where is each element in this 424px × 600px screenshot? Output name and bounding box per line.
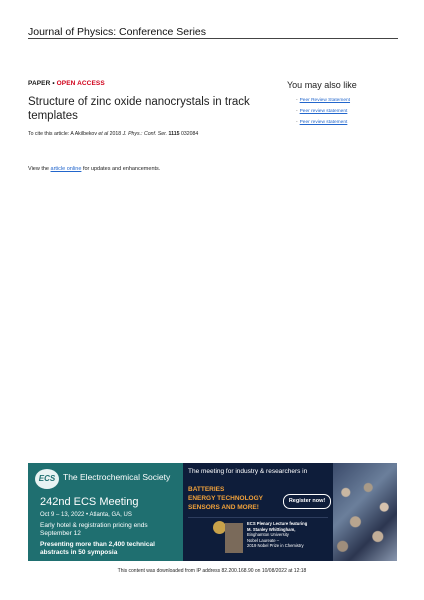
article-online-link[interactable]: article online bbox=[50, 166, 82, 172]
open-access-label: OPEN ACCESS bbox=[56, 80, 105, 87]
download-footer: This content was downloaded from IP address 82.200.168.90 on 10/08/2022 at 12:18 bbox=[117, 568, 307, 574]
cite-prefix: To cite this article: A Akilbekov bbox=[28, 131, 99, 137]
meeting-dates: Oct 9 – 13, 2022 • Atlanta, GA, US bbox=[40, 512, 132, 518]
view-online-line bbox=[28, 166, 160, 172]
cite-journal: J. Phys.: Conf. Ser. bbox=[122, 131, 168, 137]
ecs-logo-icon: ECS bbox=[35, 469, 59, 489]
cite-number: 032084 bbox=[179, 131, 199, 137]
banner-middle-panel bbox=[183, 463, 333, 561]
early-pricing-text: Early hotel & registration pricing ends September 12 bbox=[40, 522, 148, 537]
article-type bbox=[28, 80, 105, 87]
cite-volume: 1115 bbox=[167, 131, 180, 137]
cite-year: 2018 bbox=[108, 131, 123, 137]
keyword-batteries: BATTERIES bbox=[188, 486, 225, 493]
register-now-button[interactable]: Register now! bbox=[283, 494, 331, 509]
view-prefix: View the bbox=[28, 166, 51, 172]
related-articles-list bbox=[296, 95, 350, 128]
speaker-portrait bbox=[225, 523, 243, 553]
banner-left-panel bbox=[28, 463, 183, 561]
banner-divider bbox=[188, 517, 328, 518]
lecture-speaker: M. Stanley Whittingham, bbox=[247, 526, 296, 532]
keyword-sensors: SENSORS AND MORE! bbox=[188, 504, 259, 511]
crowd-image bbox=[333, 463, 397, 561]
meeting-name: 242nd ECS Meeting bbox=[40, 496, 139, 508]
related-article-link[interactable]: - Peer Review Statement bbox=[296, 95, 350, 106]
view-suffix: for updates and enhancements. bbox=[81, 166, 161, 172]
audience-photo bbox=[333, 463, 397, 561]
keyword-energy: ENERGY TECHNOLOGY bbox=[188, 495, 264, 502]
lecture-title: ECS Plenary Lecture featuring bbox=[247, 521, 308, 526]
presenting-text: Presenting more than 2,400 technical abstracts in 50 symposia bbox=[40, 541, 155, 556]
related-article-link[interactable]: - Peer review statement bbox=[296, 106, 350, 117]
article-title: Structure of zinc oxide nanocrystals in track templates bbox=[28, 96, 250, 122]
plenary-lecture-info bbox=[247, 521, 333, 549]
banner-headline: The meeting for industry & researchers in bbox=[188, 468, 308, 475]
journal-title: Journal of Physics: Conference Series bbox=[28, 26, 207, 38]
related-article-link[interactable]: - Peer review statement bbox=[296, 117, 350, 128]
type-separator: • bbox=[50, 80, 57, 87]
cite-etal: et al bbox=[98, 131, 109, 137]
society-name: The Electrochemical Society bbox=[63, 472, 171, 482]
paper-label: PAPER bbox=[28, 80, 51, 87]
header-rule bbox=[28, 38, 398, 39]
lecture-prize: 2019 Nobel Prize in Chemistry bbox=[247, 543, 304, 548]
lecture-laureate: Nobel Laureate – bbox=[247, 537, 280, 543]
lecture-affiliation: Binghamton University bbox=[247, 532, 289, 537]
you-may-also-like-heading: You may also like bbox=[287, 80, 357, 90]
banner-keywords bbox=[188, 485, 263, 512]
ecs-meeting-banner[interactable] bbox=[28, 463, 397, 561]
citation-line bbox=[28, 131, 198, 137]
